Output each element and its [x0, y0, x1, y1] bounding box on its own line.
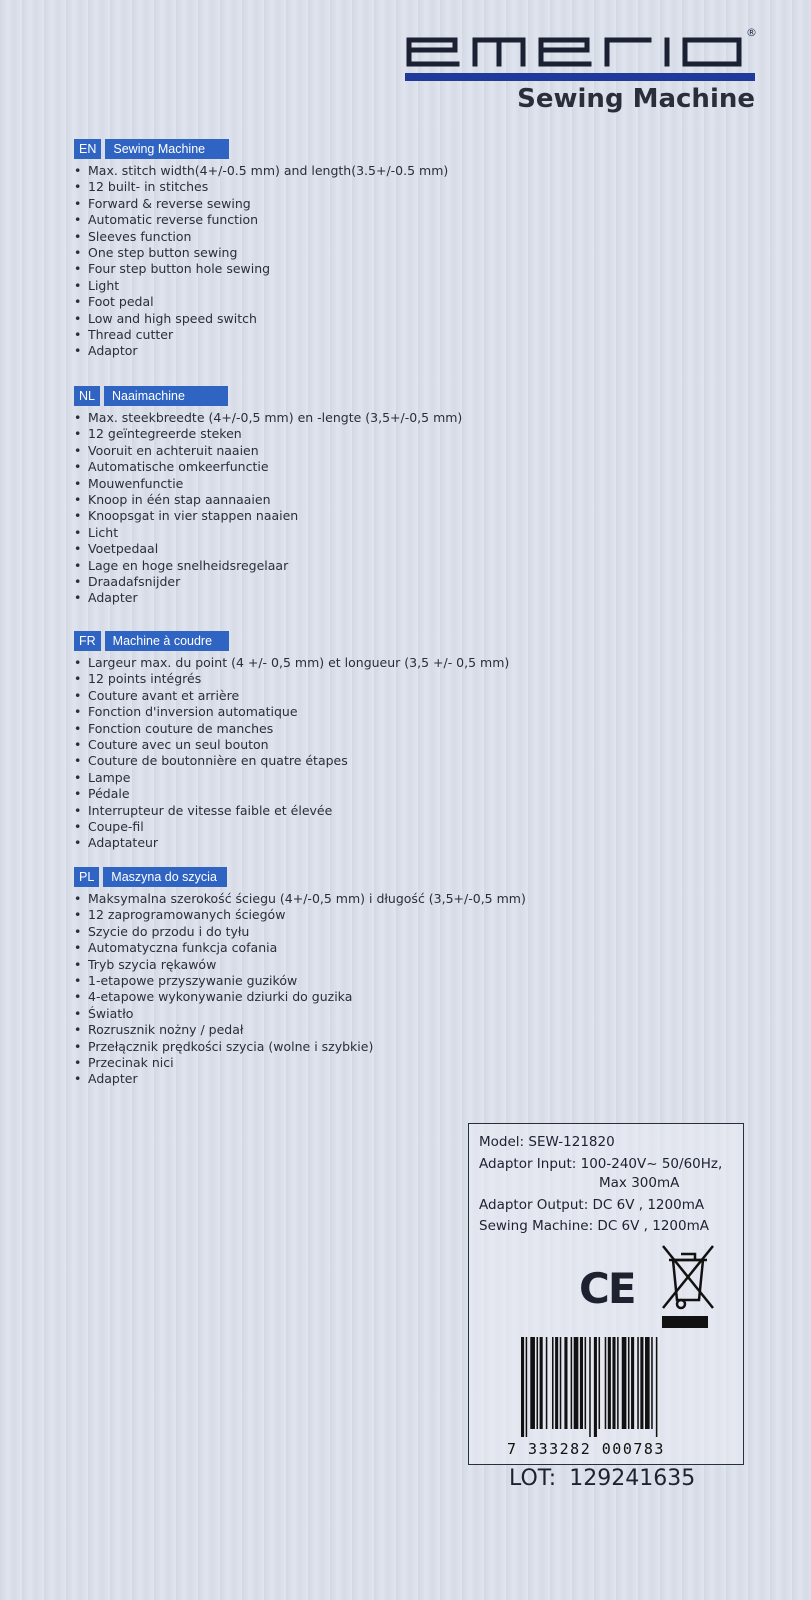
feature-text: 1-etapowe przyszywanie guzików — [88, 973, 298, 989]
bullet: • — [74, 245, 82, 261]
bullet: • — [74, 475, 82, 491]
feature-text: Tryb szycia rękawów — [88, 956, 217, 972]
product-title: Sewing Machine — [517, 84, 755, 114]
weee-bar — [662, 1316, 708, 1328]
bullet: • — [74, 1055, 82, 1071]
feature-list — [74, 410, 462, 607]
barcode-bar — [537, 1337, 539, 1429]
feature-item — [74, 459, 462, 475]
feature-item — [74, 671, 509, 687]
feature-item — [74, 278, 448, 294]
barcode-bar — [605, 1337, 607, 1429]
bullet: • — [74, 294, 82, 310]
spec-input: Adaptor Input: 100-240V~ 50/60Hz, — [479, 1156, 723, 1172]
emerio-logo-icon — [405, 30, 745, 70]
feature-item — [74, 891, 526, 907]
feature-text: Automatyczna funkcja cofania — [88, 940, 278, 956]
bullet: • — [74, 195, 82, 211]
feature-item — [74, 770, 509, 786]
barcode-digits: 7 333282 000783 — [507, 1440, 665, 1458]
feature-text: Max. stitch width(4+/-0.5 mm) and length(3.5+/-0.5 mm) — [88, 163, 449, 178]
bullet: • — [74, 590, 82, 606]
feature-text: Adaptor — [88, 343, 138, 359]
bullet: • — [74, 426, 82, 442]
feature-item — [74, 835, 509, 851]
feature-item — [74, 261, 448, 277]
bullet: • — [74, 956, 82, 972]
feature-item — [74, 541, 462, 557]
barcode-bar — [571, 1337, 573, 1429]
section-en — [74, 139, 448, 360]
bullet: • — [74, 720, 82, 736]
feature-text: Fonction d'inversion automatique — [88, 704, 298, 720]
feature-text: Light — [88, 277, 120, 293]
feature-text: 12 geïntegreerde steken — [88, 426, 242, 442]
lot-number: LOT: 129241635 — [509, 1466, 696, 1491]
feature-item — [74, 1039, 526, 1055]
feature-item — [74, 343, 448, 359]
feature-item — [74, 163, 448, 179]
barcode-bar — [594, 1337, 597, 1437]
feature-text: Foot pedal — [88, 294, 154, 310]
barcode-bar — [564, 1337, 567, 1429]
barcode-bar — [656, 1337, 658, 1437]
feature-text: Low and high speed switch — [88, 310, 257, 326]
feature-text: Draadafsnijder — [88, 574, 181, 590]
feature-text: Rozrusznik nożny / pedał — [88, 1022, 244, 1038]
feature-text: Licht — [88, 524, 119, 540]
barcode-bar — [617, 1337, 619, 1429]
feature-item — [74, 558, 462, 574]
feature-text: Lage en hoge snelheidsregelaar — [88, 557, 289, 573]
feature-item — [74, 1055, 526, 1071]
bullet: • — [74, 557, 82, 573]
feature-text: Automatische omkeerfunctie — [88, 459, 269, 475]
feature-item — [74, 311, 448, 327]
feature-text: Knoop in één stap aannaaien — [88, 492, 271, 508]
lang-code-badge: PL — [74, 867, 99, 887]
feature-text: Voetpedaal — [88, 541, 159, 557]
bullet: • — [74, 737, 82, 753]
bullet: • — [74, 802, 82, 818]
feature-item — [74, 590, 462, 606]
section-fr — [74, 631, 509, 852]
bullet: • — [74, 574, 82, 590]
feature-text: Przecinak nici — [88, 1055, 174, 1071]
feature-item — [74, 655, 509, 671]
bullet: • — [74, 835, 82, 851]
barcode-bar — [530, 1337, 535, 1429]
feature-list — [74, 655, 509, 852]
feature-text: 12 points intégrés — [88, 671, 202, 687]
feature-item — [74, 973, 526, 989]
feature-text: 12 built- in stitches — [88, 179, 209, 195]
spec-input-max: Max 300mA — [599, 1175, 680, 1191]
bullet: • — [74, 1005, 82, 1021]
bullet: • — [74, 989, 82, 1005]
feature-text: 12 zaprogramowanych ściegów — [88, 907, 286, 923]
bullet: • — [74, 671, 82, 687]
feature-text: Couture avant et arrière — [88, 687, 240, 703]
barcode-bar — [555, 1337, 558, 1429]
feature-item — [74, 819, 509, 835]
bullet: • — [74, 508, 82, 524]
bullet: • — [74, 907, 82, 923]
feature-text: Couture de boutonnière en quatre étapes — [88, 753, 348, 769]
section-pl — [74, 867, 526, 1088]
bullet: • — [74, 541, 82, 557]
feature-text: Max. steekbreedte (4+/-0,5 mm) en -lengte (3,5+/-0,5 mm) — [88, 410, 463, 425]
feature-item — [74, 294, 448, 310]
barcode-bar — [622, 1337, 627, 1429]
feature-list — [74, 163, 448, 360]
bullet: • — [74, 786, 82, 802]
feature-item — [74, 957, 526, 973]
feature-text: Knoopsgat in vier stappen naaien — [88, 508, 299, 524]
feature-text: Maksymalna szerokość ściegu (4+/-0,5 mm) i długość (3,5+/-0,5 mm) — [88, 891, 526, 906]
feature-item — [74, 492, 462, 508]
feature-item — [74, 753, 509, 769]
bullet: • — [74, 442, 82, 458]
feature-text: Vooruit en achteruit naaien — [88, 442, 259, 458]
barcode-bar — [645, 1337, 650, 1429]
feature-text: Przełącznik prędkości szycia (wolne i szybkie) — [88, 1038, 374, 1054]
barcode-bar — [651, 1337, 653, 1429]
feature-item — [74, 1071, 526, 1087]
barcode-bar — [560, 1337, 562, 1429]
feature-text: Couture avec un seul bouton — [88, 737, 269, 753]
barcode-bar — [540, 1337, 543, 1429]
feature-text: Adapter — [88, 590, 138, 606]
feature-text: Forward & reverse sewing — [88, 195, 251, 211]
lang-title-badge: Machine à coudre — [105, 631, 229, 651]
registered-mark: ® — [746, 26, 757, 39]
lang-code-badge: FR — [74, 631, 101, 651]
feature-text: Światło — [88, 1005, 134, 1021]
bullet: • — [74, 687, 82, 703]
barcode-bar — [574, 1337, 579, 1429]
barcode-bar — [521, 1337, 524, 1437]
feature-item — [74, 907, 526, 923]
bullet: • — [74, 1071, 82, 1087]
feature-item — [74, 179, 448, 195]
barcode-bar — [628, 1337, 630, 1429]
feature-item — [74, 196, 448, 212]
barcode-bar — [599, 1337, 601, 1429]
feature-item — [74, 476, 462, 492]
feature-item — [74, 574, 462, 590]
feature-item — [74, 1022, 526, 1038]
ce-mark-icon: CE — [579, 1264, 635, 1313]
feature-text: Adapter — [88, 1071, 138, 1087]
barcode-bar — [526, 1337, 528, 1437]
bullet: • — [74, 1022, 82, 1038]
barcode-bar — [631, 1337, 634, 1429]
feature-text: 4-etapowe wykonywanie dziurki do guzika — [88, 989, 353, 1005]
barcode-bar — [608, 1337, 611, 1429]
lang-code-badge: NL — [74, 386, 100, 406]
feature-text: Largeur max. du point (4 +/- 0,5 mm) et longueur (3,5 +/- 0,5 mm) — [88, 655, 510, 670]
feature-item — [74, 1006, 526, 1022]
feature-text: Coupe-fil — [88, 819, 144, 835]
bullet: • — [74, 179, 82, 195]
barcode-bar — [585, 1337, 587, 1429]
spec-output: Adaptor Output: DC 6V , 1200mA — [479, 1197, 705, 1213]
bullet: • — [74, 819, 82, 835]
bullet: • — [74, 891, 82, 906]
bullet: • — [74, 1038, 82, 1054]
bullet: • — [74, 459, 82, 475]
barcode-bar — [589, 1337, 591, 1437]
bullet: • — [74, 940, 82, 956]
feature-item — [74, 924, 526, 940]
feature-item — [74, 940, 526, 956]
bullet: • — [74, 310, 82, 326]
bullet: • — [74, 655, 82, 670]
feature-item — [74, 212, 448, 228]
feature-item — [74, 989, 526, 1005]
barcode-bar — [640, 1337, 643, 1429]
spec-model: Model: SEW-121820 — [479, 1134, 615, 1150]
feature-item — [74, 803, 509, 819]
feature-item — [74, 721, 509, 737]
barcode-bar — [552, 1337, 554, 1429]
bullet: • — [74, 228, 82, 244]
bullet: • — [74, 753, 82, 769]
barcode-bar — [546, 1337, 548, 1429]
feature-text: Lampe — [88, 769, 131, 785]
feature-item — [74, 525, 462, 541]
barcode-bar — [612, 1337, 615, 1429]
lang-code-badge: EN — [74, 139, 101, 159]
feature-list — [74, 891, 526, 1088]
bullet: • — [74, 410, 82, 425]
feature-item — [74, 786, 509, 802]
feature-text: One step button sewing — [88, 245, 238, 261]
feature-item — [74, 508, 462, 524]
feature-item — [74, 327, 448, 343]
barcode-bar — [637, 1337, 639, 1429]
feature-text: Szycie do przodu i do tyłu — [88, 923, 250, 939]
bullet: • — [74, 704, 82, 720]
brand-logo — [405, 26, 757, 81]
section-nl — [74, 386, 462, 607]
lang-title-badge: Sewing Machine — [105, 139, 229, 159]
bullet: • — [74, 492, 82, 508]
bullet: • — [74, 212, 82, 228]
feature-item — [74, 443, 462, 459]
lang-title-badge: Maszyna do szycia — [103, 867, 227, 887]
bullet: • — [74, 769, 82, 785]
feature-text: Fonction couture de manches — [88, 720, 274, 736]
barcode — [521, 1337, 701, 1437]
feature-text: Thread cutter — [88, 327, 174, 343]
feature-item — [74, 688, 509, 704]
bullet: • — [74, 973, 82, 989]
feature-text: Automatic reverse function — [88, 212, 259, 228]
spec-machine: Sewing Machine: DC 6V , 1200mA — [479, 1218, 709, 1234]
bullet: • — [74, 163, 82, 178]
feature-item — [74, 229, 448, 245]
feature-text: Adaptateur — [88, 835, 159, 851]
weee-crossed-bin-icon — [659, 1242, 717, 1314]
logo-underline — [405, 73, 755, 81]
bullet: • — [74, 277, 82, 293]
bullet: • — [74, 923, 82, 939]
feature-text: Four step button hole sewing — [88, 261, 271, 277]
feature-item — [74, 410, 462, 426]
bullet: • — [74, 261, 82, 277]
feature-text: Interrupteur de vitesse faible et élevée — [88, 802, 333, 818]
feature-text: Sleeves function — [88, 228, 192, 244]
feature-item — [74, 426, 462, 442]
feature-item — [74, 245, 448, 261]
spec-box — [468, 1123, 744, 1465]
feature-text: Mouwenfunctie — [88, 475, 184, 491]
bullet: • — [74, 524, 82, 540]
feature-item — [74, 704, 509, 720]
bullet: • — [74, 327, 82, 343]
lang-title-badge: Naaimachine — [104, 386, 228, 406]
feature-item — [74, 737, 509, 753]
bullet: • — [74, 343, 82, 359]
feature-text: Pédale — [88, 786, 130, 802]
barcode-bar — [580, 1337, 583, 1429]
